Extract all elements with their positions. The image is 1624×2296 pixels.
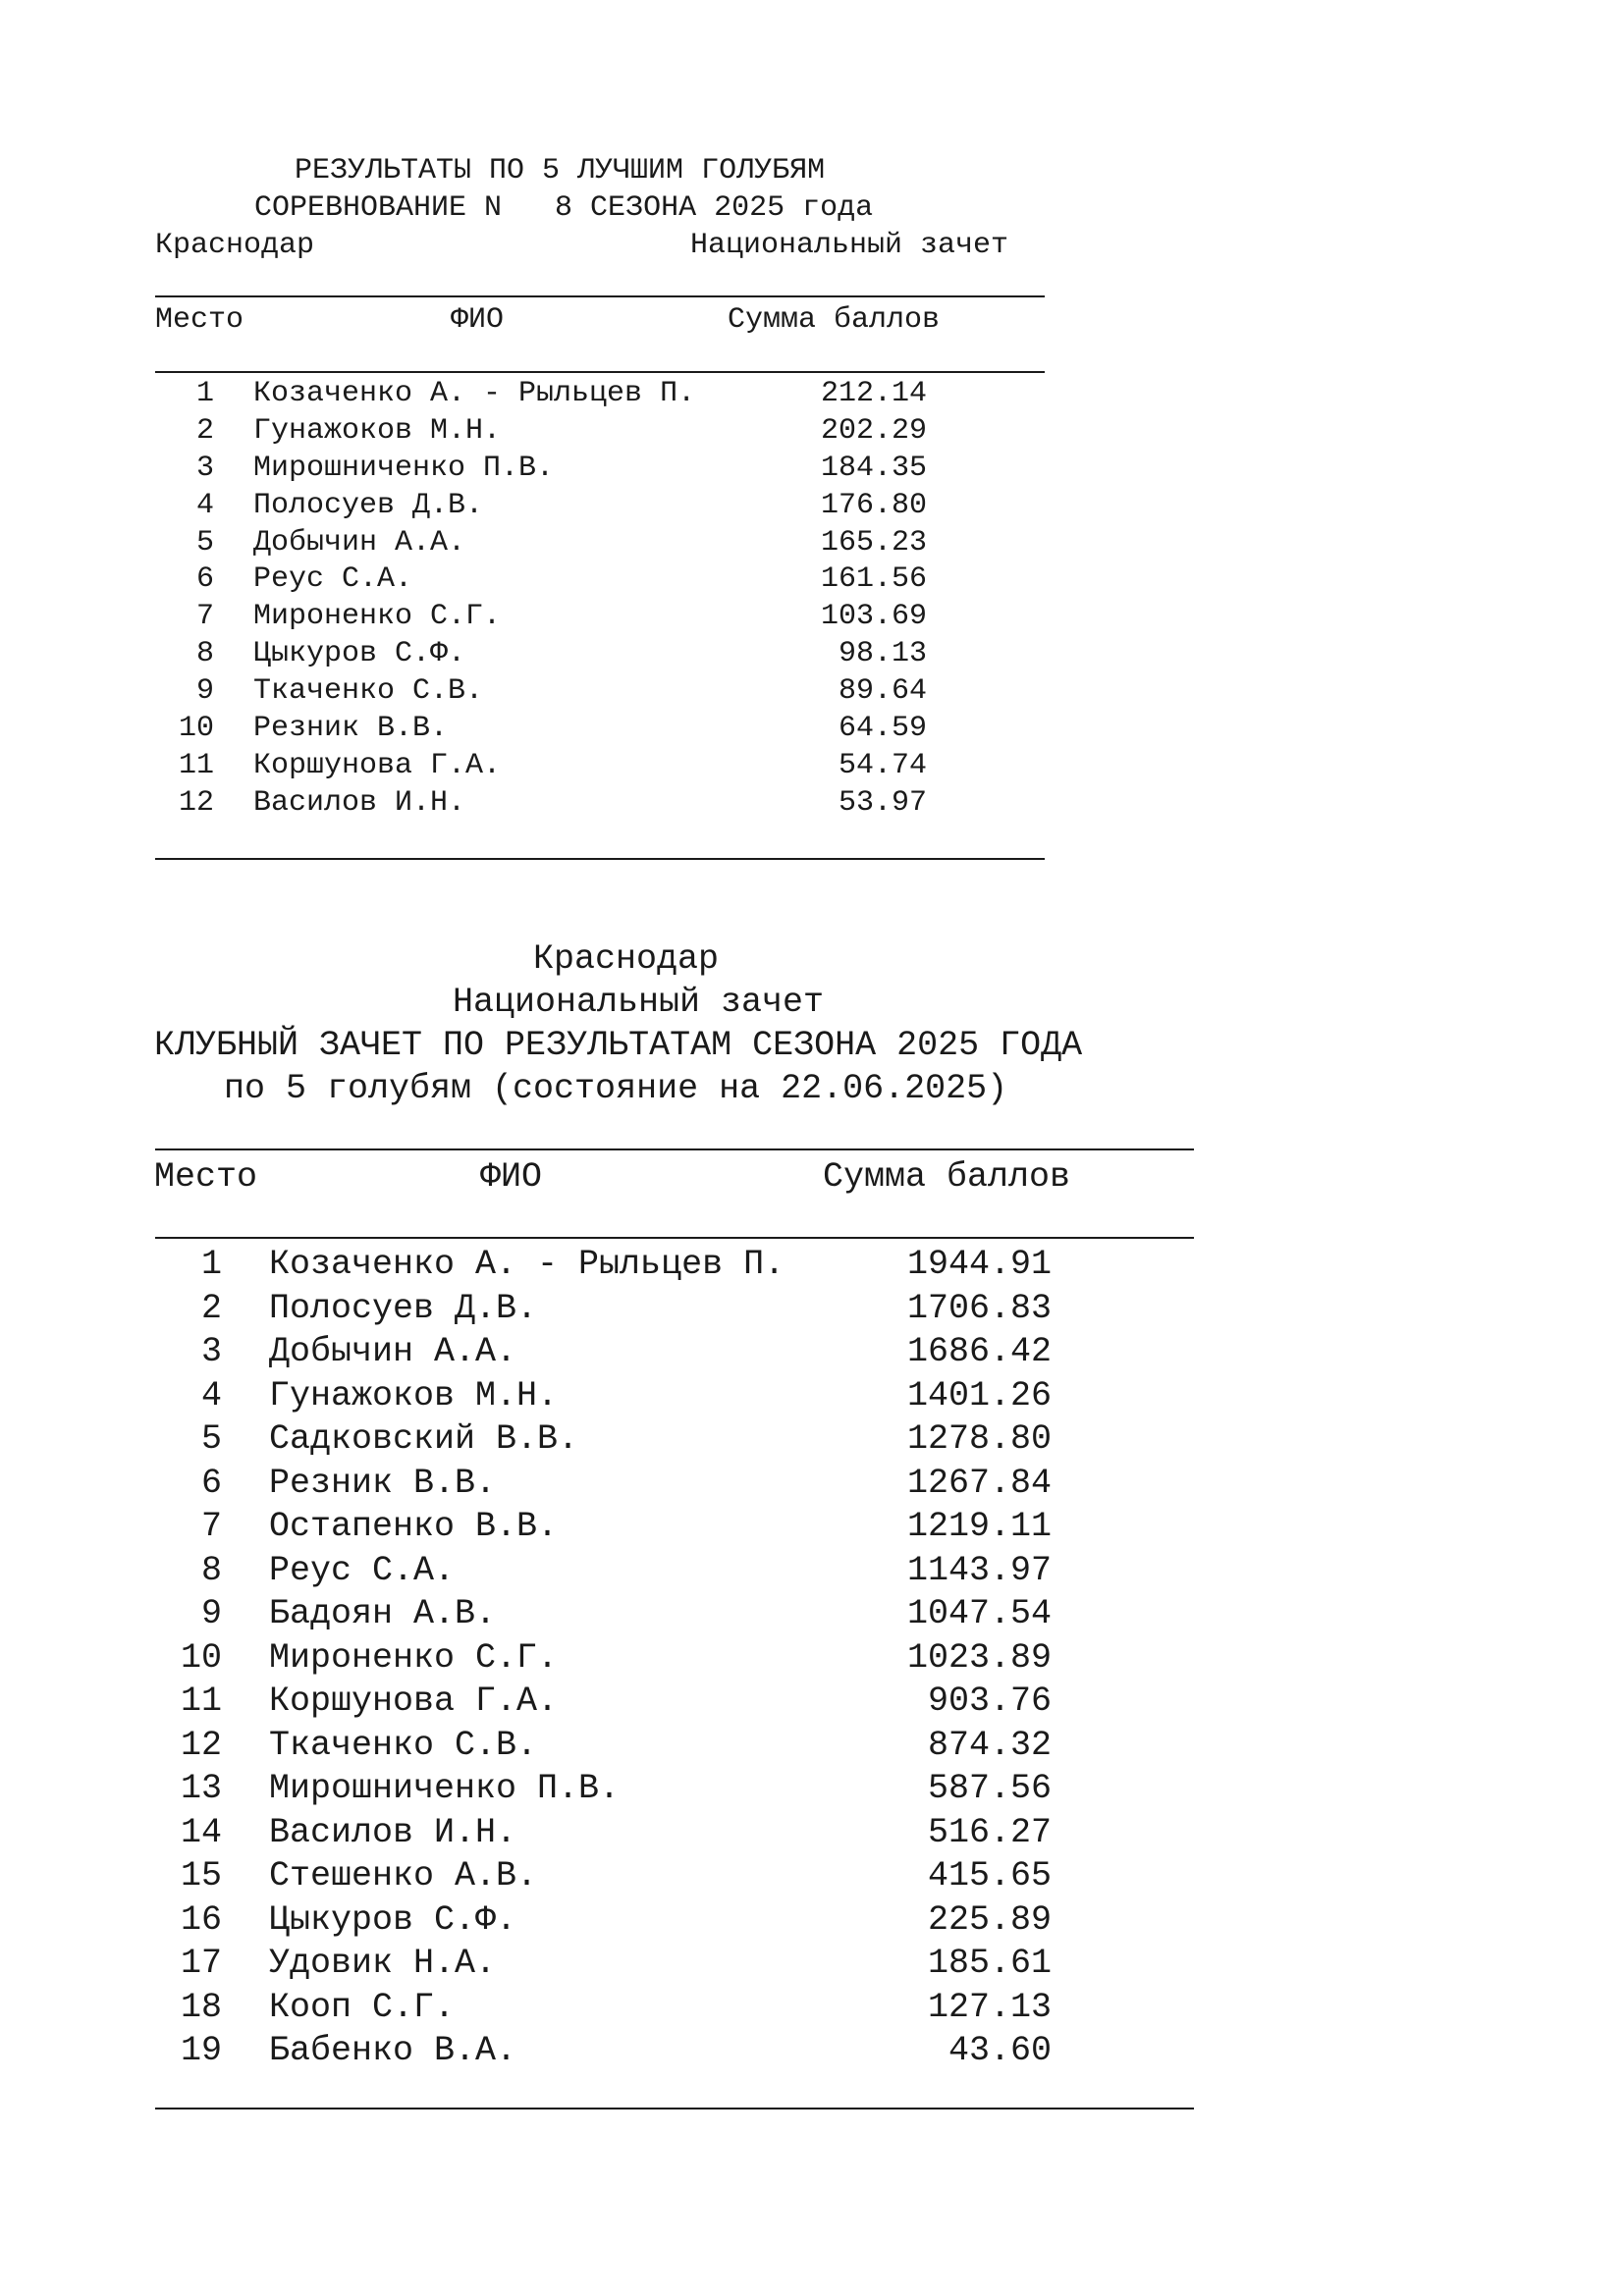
row-name: Ткаченко С.В. <box>253 674 484 709</box>
table-row <box>155 1684 1194 1729</box>
table-row <box>155 1899 1194 1948</box>
section1-header-score: Сумма баллов <box>728 303 941 337</box>
row-name: Остапенко В.В. <box>269 1507 559 1546</box>
section2-divider-header <box>155 1237 1194 1239</box>
row-place: 11 <box>180 1682 222 1721</box>
row-place: 12 <box>178 785 214 820</box>
row-place: 18 <box>180 1987 222 2027</box>
section1-divider-bottom <box>155 858 1045 860</box>
row-score: 103.69 <box>820 600 927 634</box>
row-place: 9 <box>195 674 214 709</box>
row-place: 14 <box>180 1812 222 1852</box>
row-name: Мироненко С.Г. <box>269 1637 559 1678</box>
table-row <box>155 379 1045 416</box>
row-score: 89.64 <box>838 674 927 709</box>
row-score: 184.35 <box>820 451 927 485</box>
row-name: Реус С.А. <box>253 562 413 597</box>
section1-mode: Национальный зачет <box>690 229 1009 262</box>
row-place: 10 <box>178 712 214 746</box>
row-place: 1 <box>195 377 214 410</box>
table-row <box>155 748 1045 788</box>
row-name: Кооп С.Г. <box>269 1987 456 2027</box>
row-score: 165.23 <box>820 525 927 560</box>
row-place: 17 <box>180 1944 222 1983</box>
row-place: 13 <box>180 1769 222 1808</box>
section1-header-name: ФИО <box>451 303 505 337</box>
row-score: 202.29 <box>820 413 927 448</box>
row-name: Стешенко А.В. <box>269 1856 538 1896</box>
table-row <box>155 1463 1194 1511</box>
table-row <box>155 1944 1194 1991</box>
table-row <box>155 1419 1194 1467</box>
row-place: 8 <box>200 1550 222 1590</box>
row-place: 1 <box>200 1245 222 1284</box>
table-row <box>155 1507 1194 1554</box>
row-name: Ткаченко С.В. <box>269 1725 538 1765</box>
row-name: Василов И.Н. <box>253 785 466 820</box>
row-place: 8 <box>195 637 214 671</box>
row-score: 1267.84 <box>906 1463 1052 1503</box>
row-name: Гунажоков М.Н. <box>253 413 502 448</box>
section1-title-line2: СОРЕВНОВАНИЕ N 8 СЕЗОНА 2025 года <box>254 191 874 225</box>
row-score: 415.65 <box>927 1856 1052 1896</box>
row-place: 10 <box>180 1637 222 1678</box>
row-place: 3 <box>195 451 214 485</box>
row-name: Козаченко А. - Рыльцев П. <box>253 377 696 410</box>
row-score: 185.61 <box>927 1944 1052 1983</box>
row-score: 64.59 <box>838 712 927 746</box>
row-score: 1278.80 <box>906 1419 1052 1459</box>
row-name: Полосуев Д.В. <box>269 1288 538 1328</box>
table-row <box>155 1288 1194 1336</box>
table-row <box>155 1725 1194 1773</box>
row-score: 516.27 <box>927 1812 1052 1852</box>
row-place: 2 <box>195 413 214 448</box>
row-score: 212.14 <box>820 377 927 410</box>
row-score: 98.13 <box>838 637 927 671</box>
table-row <box>155 564 1045 602</box>
row-place: 19 <box>180 2031 222 2070</box>
row-name: Удовик Н.А. <box>269 1944 497 1983</box>
row-name: Мирошниченко П.В. <box>253 451 555 485</box>
table-row <box>155 676 1045 714</box>
section1-divider-top <box>155 295 1045 297</box>
row-score: 1944.91 <box>906 1245 1052 1284</box>
table-row <box>155 714 1045 751</box>
row-score: 903.76 <box>927 1682 1052 1721</box>
row-place: 11 <box>178 748 214 782</box>
table-row <box>155 602 1045 639</box>
row-score: 43.60 <box>947 2031 1052 2070</box>
row-score: 54.74 <box>838 748 927 782</box>
row-score: 1143.97 <box>906 1550 1052 1590</box>
section1-results-table <box>155 379 1045 826</box>
row-name: Бадоян А.В. <box>269 1594 497 1633</box>
row-place: 5 <box>200 1419 222 1459</box>
row-place: 16 <box>180 1899 222 1940</box>
section1-divider-header <box>155 371 1045 373</box>
row-place: 12 <box>180 1725 222 1765</box>
row-name: Добычин А.А. <box>253 525 466 560</box>
row-name: Резник В.В. <box>253 712 449 746</box>
row-name: Мироненко С.Г. <box>253 600 502 634</box>
row-score: 161.56 <box>820 562 927 597</box>
row-name: Полосуев Д.В. <box>253 488 484 522</box>
row-score: 225.89 <box>927 1899 1052 1940</box>
table-row <box>155 785 1045 826</box>
row-score: 127.13 <box>927 1987 1052 2027</box>
row-place: 6 <box>200 1463 222 1503</box>
table-row <box>155 1637 1194 1685</box>
section2-title-line1: КЛУБНЫЙ ЗАЧЕТ ПО РЕЗУЛЬТАТАМ СЕЗОНА 2025 ГОДА <box>154 1026 1083 1065</box>
table-row <box>155 1987 1194 2035</box>
row-score: 1401.26 <box>906 1375 1052 1415</box>
row-name: Мирошниченко П.В. <box>269 1769 621 1808</box>
table-row <box>155 413 1045 454</box>
section2-results-table <box>155 1245 1194 2078</box>
table-row <box>155 2031 1194 2078</box>
table-row <box>155 1769 1194 1816</box>
section2-header-name: ФИО <box>480 1157 543 1197</box>
row-place: 5 <box>195 525 214 560</box>
section2-divider-top <box>155 1148 1194 1150</box>
row-score: 176.80 <box>820 488 927 522</box>
row-place: 7 <box>195 600 214 634</box>
row-place: 7 <box>200 1507 222 1546</box>
row-name: Реус С.А. <box>269 1550 456 1590</box>
table-row <box>155 1375 1194 1423</box>
row-name: Добычин А.А. <box>269 1332 517 1371</box>
table-row <box>155 1550 1194 1598</box>
row-name: Резник В.В. <box>269 1463 497 1503</box>
section2-header-score: Сумма баллов <box>823 1157 1071 1197</box>
row-score: 587.56 <box>927 1769 1052 1808</box>
row-name: Цыкуров С.Ф. <box>253 637 466 671</box>
row-score: 1686.42 <box>906 1332 1052 1371</box>
section1-header-place: Место <box>155 303 244 337</box>
row-place: 9 <box>200 1594 222 1633</box>
row-place: 6 <box>195 562 214 597</box>
table-row <box>155 1332 1194 1379</box>
table-row <box>155 1856 1194 1903</box>
row-name: Бабенко В.А. <box>269 2031 517 2070</box>
row-place: 3 <box>200 1332 222 1371</box>
section1-title-line1: РЕЗУЛЬТАТЫ ПО 5 ЛУЧШИМ ГОЛУБЯМ <box>295 154 826 187</box>
section2-mode: Национальный зачет <box>453 983 825 1022</box>
row-place: 4 <box>200 1375 222 1415</box>
row-place: 2 <box>200 1288 222 1328</box>
row-name: Василов И.Н. <box>269 1812 517 1852</box>
row-place: 15 <box>180 1856 222 1896</box>
row-score: 1047.54 <box>906 1594 1052 1633</box>
table-row <box>155 639 1045 676</box>
section2-city: Краснодар <box>533 939 720 979</box>
row-name: Гунажоков М.Н. <box>269 1375 559 1415</box>
row-score: 1219.11 <box>906 1507 1052 1546</box>
table-row <box>155 1594 1194 1641</box>
section2-divider-bottom <box>155 2108 1194 2109</box>
row-name: Коршунова Г.А. <box>269 1682 559 1721</box>
table-row <box>155 451 1045 491</box>
table-row <box>155 1812 1194 1860</box>
section2-title-line2: по 5 голубям (состояние на 22.06.2025) <box>224 1069 1008 1108</box>
table-row <box>155 1245 1194 1292</box>
row-place: 4 <box>195 488 214 522</box>
section1-city: Краснодар <box>155 229 315 262</box>
row-score: 874.32 <box>927 1725 1052 1765</box>
row-score: 1023.89 <box>906 1637 1052 1678</box>
section2-header-place: Место <box>154 1157 258 1197</box>
row-name: Цыкуров С.Ф. <box>269 1899 517 1940</box>
table-row <box>155 488 1045 528</box>
row-name: Козаченко А. - Рыльцев П. <box>269 1245 785 1284</box>
table-row <box>155 525 1045 565</box>
row-name: Садковский В.В. <box>269 1419 579 1459</box>
row-score: 53.97 <box>838 785 927 820</box>
row-score: 1706.83 <box>906 1288 1052 1328</box>
row-name: Коршунова Г.А. <box>253 748 502 782</box>
